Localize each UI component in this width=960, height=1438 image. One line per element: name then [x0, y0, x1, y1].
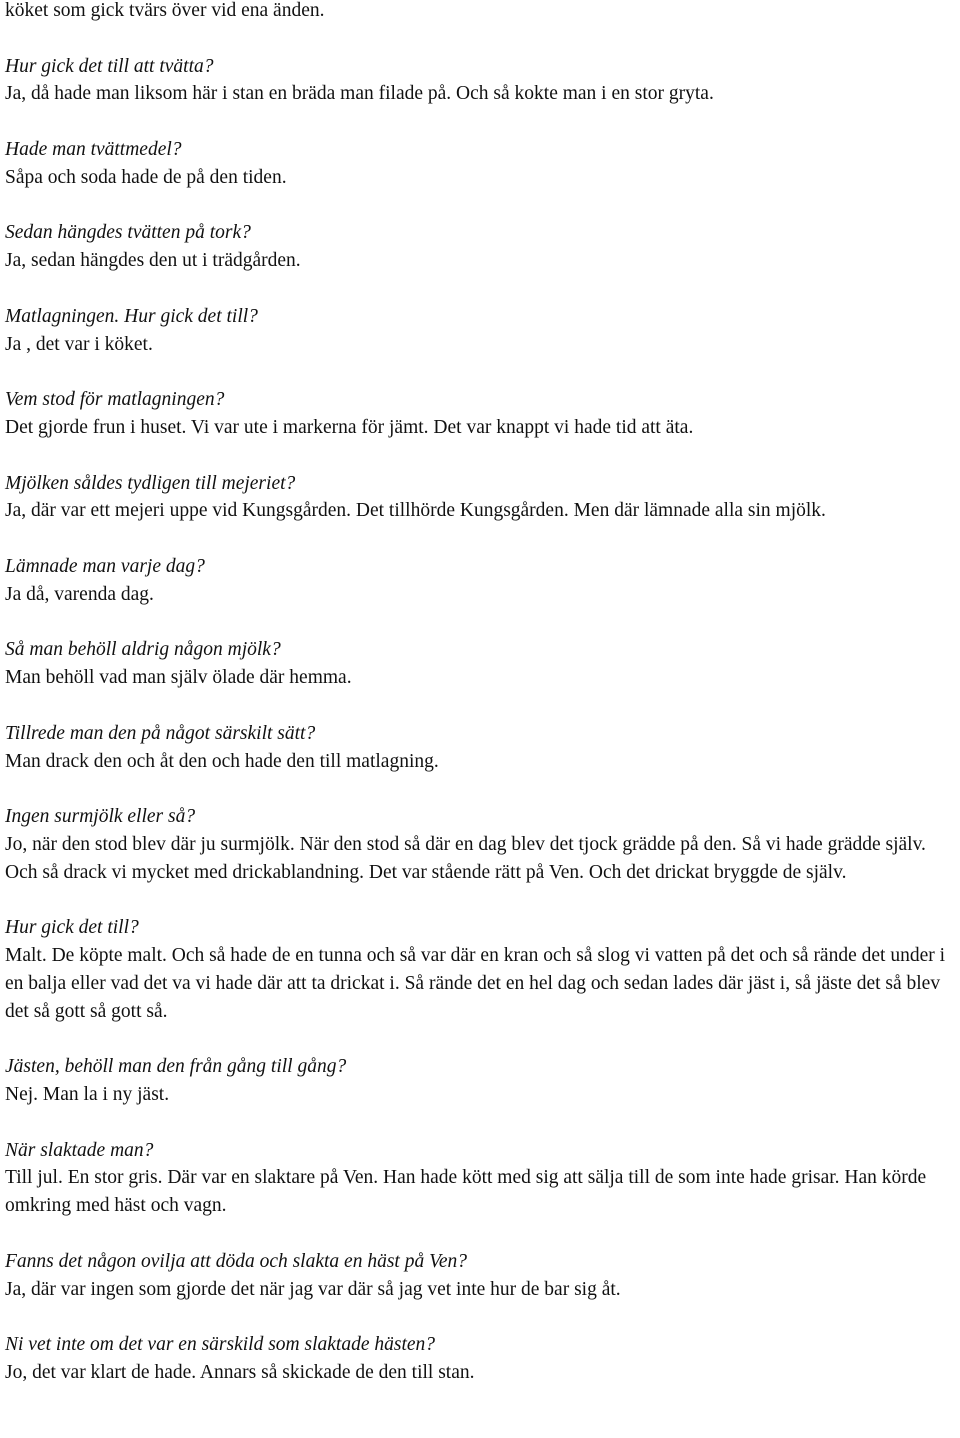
question: Hur gick det till?: [5, 917, 139, 939]
qa-block: [5, 470, 957, 526]
question: Tillrede man den på något särskilt sätt?: [5, 722, 316, 744]
answer: Nej. Man la i ny jäst.: [5, 1084, 170, 1106]
answer: Såpa och soda hade de på den tiden.: [5, 166, 287, 188]
qa-block: [5, 1331, 957, 1387]
answer: Malt. De köpte malt. Och så hade de en tunna och så var där en kran och så slog vi vatten på det och så rände det under i en balja eller vad det va vi hade där att ta drickat i. Så rände det en hel dag och sedan lades där jäst i, så jäste det så blev det så gott så gott så.: [5, 945, 946, 1022]
answer: Det gjorde frun i huset. Vi var ute i markerna för jämt. Det var knappt vi hade tid att äta.: [5, 416, 694, 438]
answer: Till jul. En stor gris. Där var en slaktare på Ven. Han hade kött med sig att sälja till de som inte hade grisar. Han körde omkring med häst och vagn.: [5, 1167, 927, 1217]
answer: Ja, där var ingen som gjorde det när jag var där så jag vet inte hur de bar sig åt.: [5, 1278, 621, 1300]
qa-block: [5, 1137, 957, 1220]
qa-block: [5, 303, 957, 359]
qa-block: [5, 803, 957, 886]
answer: Man drack den och åt den och hade den till matlagning.: [5, 750, 439, 772]
answer: Ja, då hade man liksom här i stan en bräda man filade på. Och så kokte man i en stor gryta.: [5, 83, 714, 105]
question: Hade man tvättmedel?: [5, 138, 182, 160]
answer: Jo, det var klart de hade. Annars så skickade de den till stan.: [5, 1362, 475, 1384]
qa-block: [5, 386, 957, 442]
question: Mjölken såldes tydligen till mejeriet?: [5, 472, 296, 494]
question: Jästen, behöll man den från gång till gång?: [5, 1056, 347, 1078]
question: När slaktade man?: [5, 1139, 154, 1161]
qa-block: [5, 720, 957, 776]
question: Lämnade man varje dag?: [5, 555, 205, 577]
question: Vem stod för matlagningen?: [5, 389, 225, 411]
qa-block: [5, 1053, 957, 1109]
question: Ni vet inte om det var en särskild som slaktade hästen?: [5, 1334, 436, 1356]
answer: Ja då, varenda dag.: [5, 583, 154, 605]
document-page: [5, 0, 957, 1415]
answer: Ja , det var i köket.: [5, 333, 153, 355]
qa-block: [5, 553, 957, 609]
qa-block: [5, 1248, 957, 1304]
intro-text: köket som gick tvärs över vid ena änden.: [5, 0, 325, 21]
question: Sedan hängdes tvätten på tork?: [5, 222, 251, 244]
qa-block: [5, 136, 957, 192]
question: Ingen surmjölk eller så?: [5, 806, 196, 828]
answer: Jo, när den stod blev där ju surmjölk. När den stod så där en dag blev det tjock grädde på den. Så vi hade grädde själv. Och så drack vi mycket med drickablandning. Det var stående rätt på Ven. Och det drickat bryggde de själv.: [5, 833, 926, 883]
qa-block: [5, 53, 957, 109]
qa-block: [5, 219, 957, 275]
answer: Ja, där var ett mejeri uppe vid Kungsgården. Det tillhörde Kungsgården. Men där lämnade alla sin mjölk.: [5, 500, 826, 522]
answer: Ja, sedan hängdes den ut i trädgården.: [5, 250, 301, 272]
qa-block: [5, 914, 957, 1025]
question: Hur gick det till att tvätta?: [5, 55, 214, 77]
question: Matlagningen. Hur gick det till?: [5, 305, 258, 327]
question: Fanns det någon ovilja att döda och slakta en häst på Ven?: [5, 1250, 467, 1272]
question: Så man behöll aldrig någon mjölk?: [5, 639, 281, 661]
qa-block: [5, 636, 957, 692]
answer: Man behöll vad man själv ölade där hemma.: [5, 667, 352, 689]
